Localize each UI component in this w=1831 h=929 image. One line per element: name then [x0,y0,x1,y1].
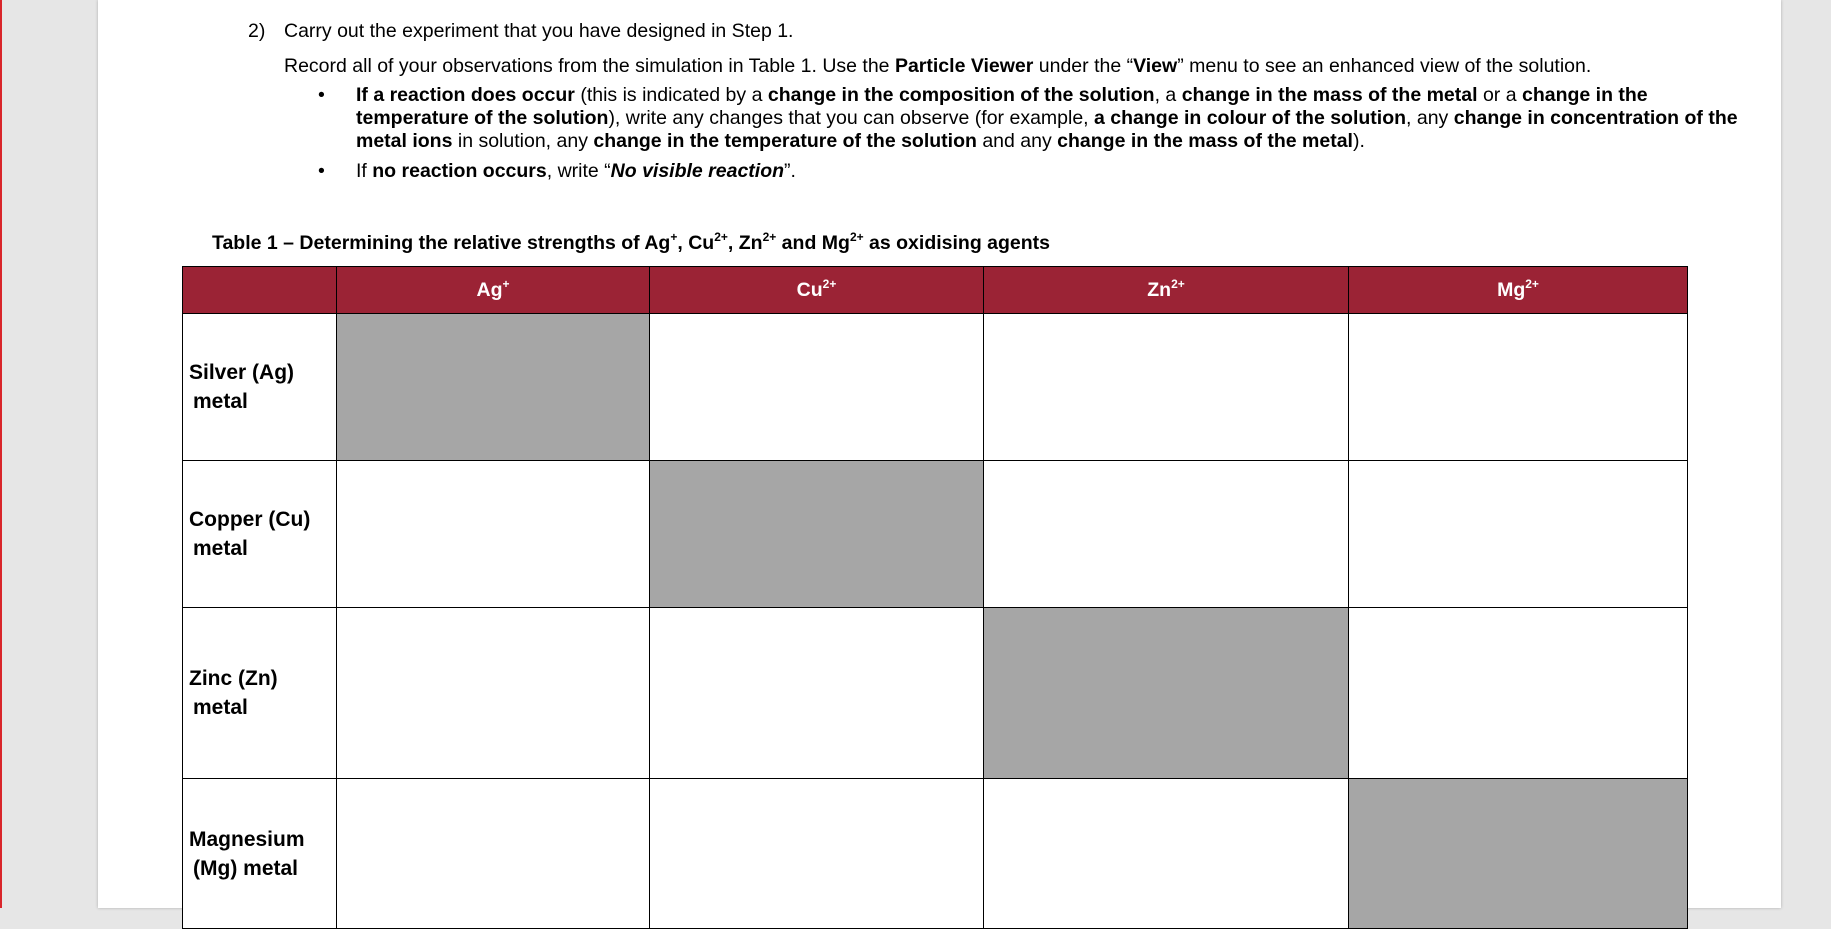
cell-mg-mg [1349,779,1688,929]
step-number: 2) [248,20,266,42]
column-header-zn: $Zn^{2+}$ [984,267,1349,314]
view-menu-term: View [1133,55,1178,77]
table-header-row [183,267,1688,314]
row-label-copper: Copper (Cu) metal [183,461,337,608]
table-caption: Table 1 – Determining the relative strengths of Ag+, $Cu^{2+}$, $Zn^{2+}$ and $Mg^{2+}$ as oxidising agents [212,230,1051,254]
table-row-silver [183,314,1688,461]
column-header-cu: $Cu^{2+}$ [650,267,984,314]
cell-mg-ag[interactable] [337,779,650,929]
cell-ag-mg[interactable] [1349,314,1688,461]
observations-table [182,266,1688,929]
cell-zn-cu[interactable] [650,608,984,779]
table-row-zinc [183,608,1688,779]
cell-cu-zn[interactable] [984,461,1349,608]
row-label-silver: Silver (Ag) metal [183,314,337,461]
instruction-list [284,84,1754,190]
window-left-edge [0,0,2,908]
cell-ag-zn[interactable] [984,314,1349,461]
cell-cu-mg[interactable] [1349,461,1688,608]
page-content [98,0,1781,908]
step-text: Carry out the experiment that you have designed in Step 1. [284,20,794,42]
particle-viewer-term: Particle Viewer [894,55,1034,77]
bullet-reaction-occurs: • If a reaction does occur (this is indicated by a change in the composition of the solution, a change in the mass of the metal or a change in the temperature of the solution), write any changes that you can observe (for example, a change in colour of the solution, any change in concentration of the metal ions in solution, any change in the temperature of the solution and any change in the mass of the metal). [284,84,1754,153]
column-header-mg: $Mg^{2+}$ [1349,267,1688,314]
cell-cu-ag[interactable] [337,461,650,608]
cell-zn-ag[interactable] [337,608,650,779]
step-heading [248,20,793,43]
cell-mg-zn[interactable] [984,779,1349,929]
intro-text: Record all of your observations from the simulation in Table 1. Use the [284,55,895,77]
cell-mg-cu[interactable] [650,779,984,929]
intro-paragraph [284,55,1591,78]
row-label-magnesium: Magnesium (Mg) metal [183,779,337,929]
row-label-zinc: Zinc (Zn) metal [183,608,337,779]
cell-ag-ag [337,314,650,461]
corner-cell [183,267,337,314]
intro-text: ” menu to see an enhanced view of the solution. [1177,55,1592,77]
table-row-magnesium [183,779,1688,929]
document-page [98,0,1781,908]
column-header-ag: Ag+ [337,267,650,314]
cell-zn-zn [984,608,1349,779]
intro-text: under the “ [1033,55,1134,77]
cell-cu-cu [650,461,984,608]
cell-ag-cu[interactable] [650,314,984,461]
bullet-no-reaction: • If no reaction occurs, write “No visible reaction”. [284,160,1754,183]
table-row-copper [183,461,1688,608]
cell-zn-mg[interactable] [1349,608,1688,779]
